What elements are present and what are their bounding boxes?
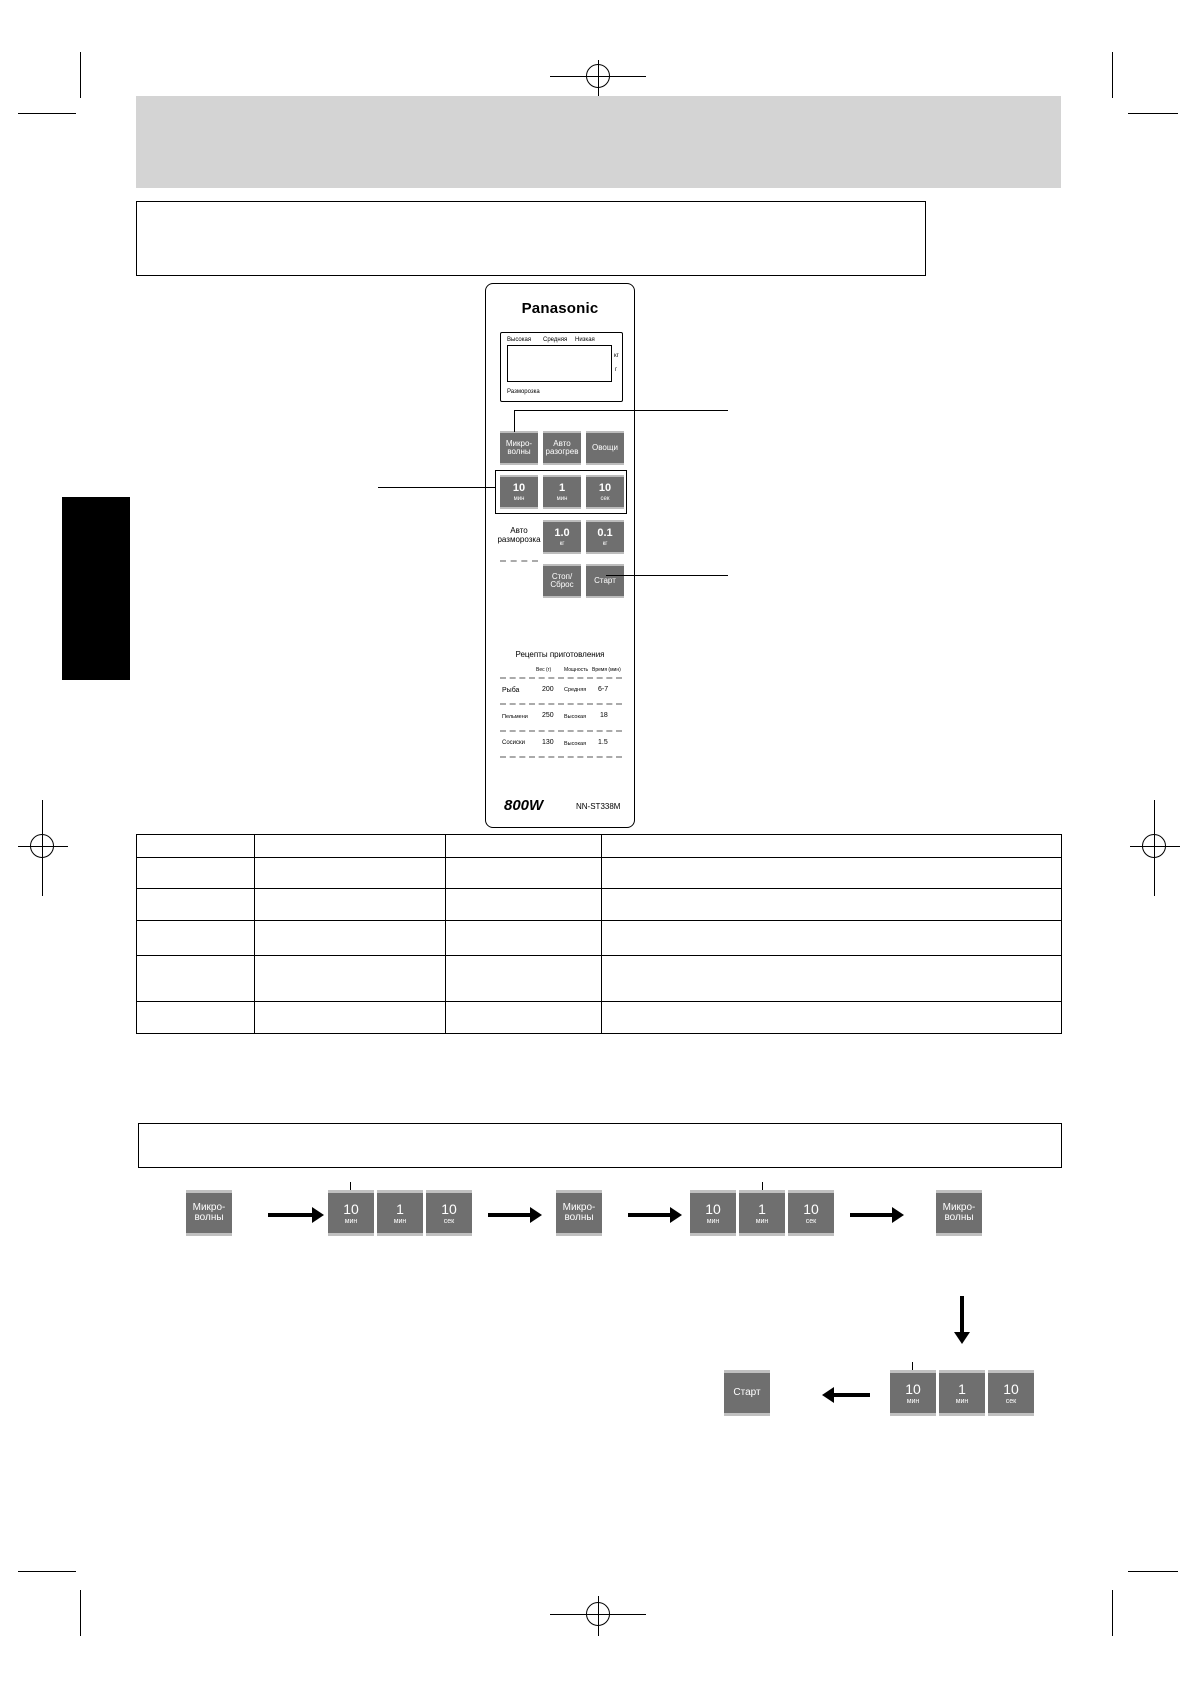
callout-start — [606, 575, 728, 576]
recipe-row-time: 1.5 — [598, 739, 608, 746]
control-panel — [485, 283, 635, 828]
microwave-button[interactable] — [500, 431, 538, 465]
sequence-instruction-box — [138, 1123, 1062, 1168]
arrow-right-icon — [850, 1213, 894, 1217]
recipe-row-power: Высокая — [564, 741, 587, 747]
recipes-header-power: Мощность — [564, 667, 589, 673]
auto-reheat-label-1: Авто — [553, 439, 571, 448]
recipe-row-weight: 130 — [542, 739, 554, 746]
seq-one-min-button[interactable]: 1 мин — [377, 1190, 423, 1236]
one-min-button[interactable]: 1 мин — [543, 475, 581, 509]
ten-min-button[interactable]: 10 мин — [500, 475, 538, 509]
crop-mark — [1112, 1590, 1113, 1636]
seq-ten-min-button[interactable]: 10 мин — [328, 1190, 374, 1236]
seq-ten-sec-button[interactable]: 10 сек — [988, 1370, 1034, 1416]
start-button[interactable] — [586, 564, 624, 598]
seq-one-min-button[interactable]: 1 мин — [739, 1190, 785, 1236]
brand-logo: Panasonic — [521, 300, 599, 317]
power-level-high: Высокая — [507, 337, 532, 343]
crop-mark — [1112, 52, 1113, 98]
arrow-right-icon — [488, 1213, 532, 1217]
power-table — [136, 834, 1062, 1034]
recipe-row-name: Рыба — [502, 687, 520, 694]
recipes-header-weight: Вес (г) — [536, 667, 552, 673]
seq-ten-sec-button[interactable]: 10 сек — [788, 1190, 834, 1236]
recipes-title: Рецепты приготовления — [515, 650, 605, 659]
stop-reset-button[interactable] — [543, 564, 581, 598]
seq-microwave-button[interactable]: Микро- волны — [186, 1190, 232, 1236]
start-label: Старт — [594, 576, 616, 585]
recipe-row-power: Высокая — [564, 714, 587, 720]
recipes-divider — [500, 703, 622, 705]
point-one-kg-button[interactable]: 0.1 кг — [586, 520, 624, 554]
arrow-left-icon — [832, 1393, 870, 1397]
crop-mark — [80, 1590, 81, 1636]
seq-microwave-button[interactable]: Микро- волны — [936, 1190, 982, 1236]
auto-reheat-button[interactable] — [543, 431, 581, 465]
crop-mark — [18, 113, 76, 114]
auto-defrost-label-1: Авто — [510, 526, 528, 535]
seq-ten-min-button[interactable]: 10 мин — [890, 1370, 936, 1416]
recipe-row-weight: 200 — [542, 686, 554, 693]
seq-ten-min-button[interactable]: 10 мин — [690, 1190, 736, 1236]
callout-microwave — [514, 410, 728, 411]
recipe-row-time: 18 — [600, 712, 608, 719]
recipe-row-power: Средняя — [564, 687, 587, 693]
auto-defrost-label-2: разморозка — [497, 534, 541, 544]
stop-reset-label-2: Сброс — [550, 580, 574, 589]
seq-one-min-button[interactable]: 1 мин — [939, 1370, 985, 1416]
vegetables-label: Овощи — [592, 443, 618, 452]
recipe-row-name: Сосиски — [502, 740, 525, 746]
stop-reset-label-1: Стоп/ — [551, 572, 573, 581]
callout-timer — [378, 487, 495, 488]
microwave-button-label-1: Микро- — [505, 439, 533, 448]
power-level-medium: Средняя — [543, 337, 568, 343]
callout-microwave-stem — [514, 410, 515, 432]
auto-defrost-underline — [500, 560, 538, 562]
arrow-right-icon — [628, 1213, 672, 1217]
display-screen — [507, 345, 612, 382]
vegetables-button[interactable] — [586, 431, 624, 465]
recipes-divider — [500, 730, 622, 732]
seq-ten-sec-button[interactable]: 10 сек — [426, 1190, 472, 1236]
recipe-row-time: 6-7 — [598, 686, 609, 693]
display — [500, 332, 623, 402]
crop-mark — [1128, 113, 1178, 114]
auto-reheat-label-2: разогрев — [545, 447, 579, 456]
power-level-low: Низкая — [575, 337, 595, 343]
auto-defrost-button[interactable] — [494, 527, 544, 545]
recipe-row-weight: 250 — [542, 712, 554, 719]
unit-kg: кг — [614, 353, 619, 359]
model-name: NN-ST338M — [576, 802, 621, 811]
unit-g: г — [615, 367, 618, 373]
arrow-right-icon — [268, 1213, 314, 1217]
section-tab — [62, 497, 130, 680]
defrost-indicator: Разморозка — [507, 389, 540, 395]
ten-sec-button[interactable]: 10 сек — [586, 475, 624, 509]
header-band — [136, 96, 1061, 188]
crop-mark — [18, 1571, 76, 1572]
seq-microwave-button[interactable]: Микро- волны — [556, 1190, 602, 1236]
recipes-divider — [500, 677, 622, 679]
wattage-label: 800W — [504, 797, 544, 814]
recipe-row-name: Пельмени — [502, 714, 528, 720]
intro-box — [136, 201, 926, 276]
crop-mark — [1128, 1571, 1178, 1572]
arrow-down-icon — [960, 1296, 964, 1334]
seq-start-button[interactable]: Старт — [724, 1370, 770, 1416]
one-kg-button[interactable]: 1.0 кг — [543, 520, 581, 554]
crop-mark — [80, 52, 81, 98]
recipes-header-time: Время (мин) — [592, 667, 621, 673]
microwave-button-label-2: волны — [507, 447, 531, 456]
recipes-divider — [500, 756, 622, 758]
